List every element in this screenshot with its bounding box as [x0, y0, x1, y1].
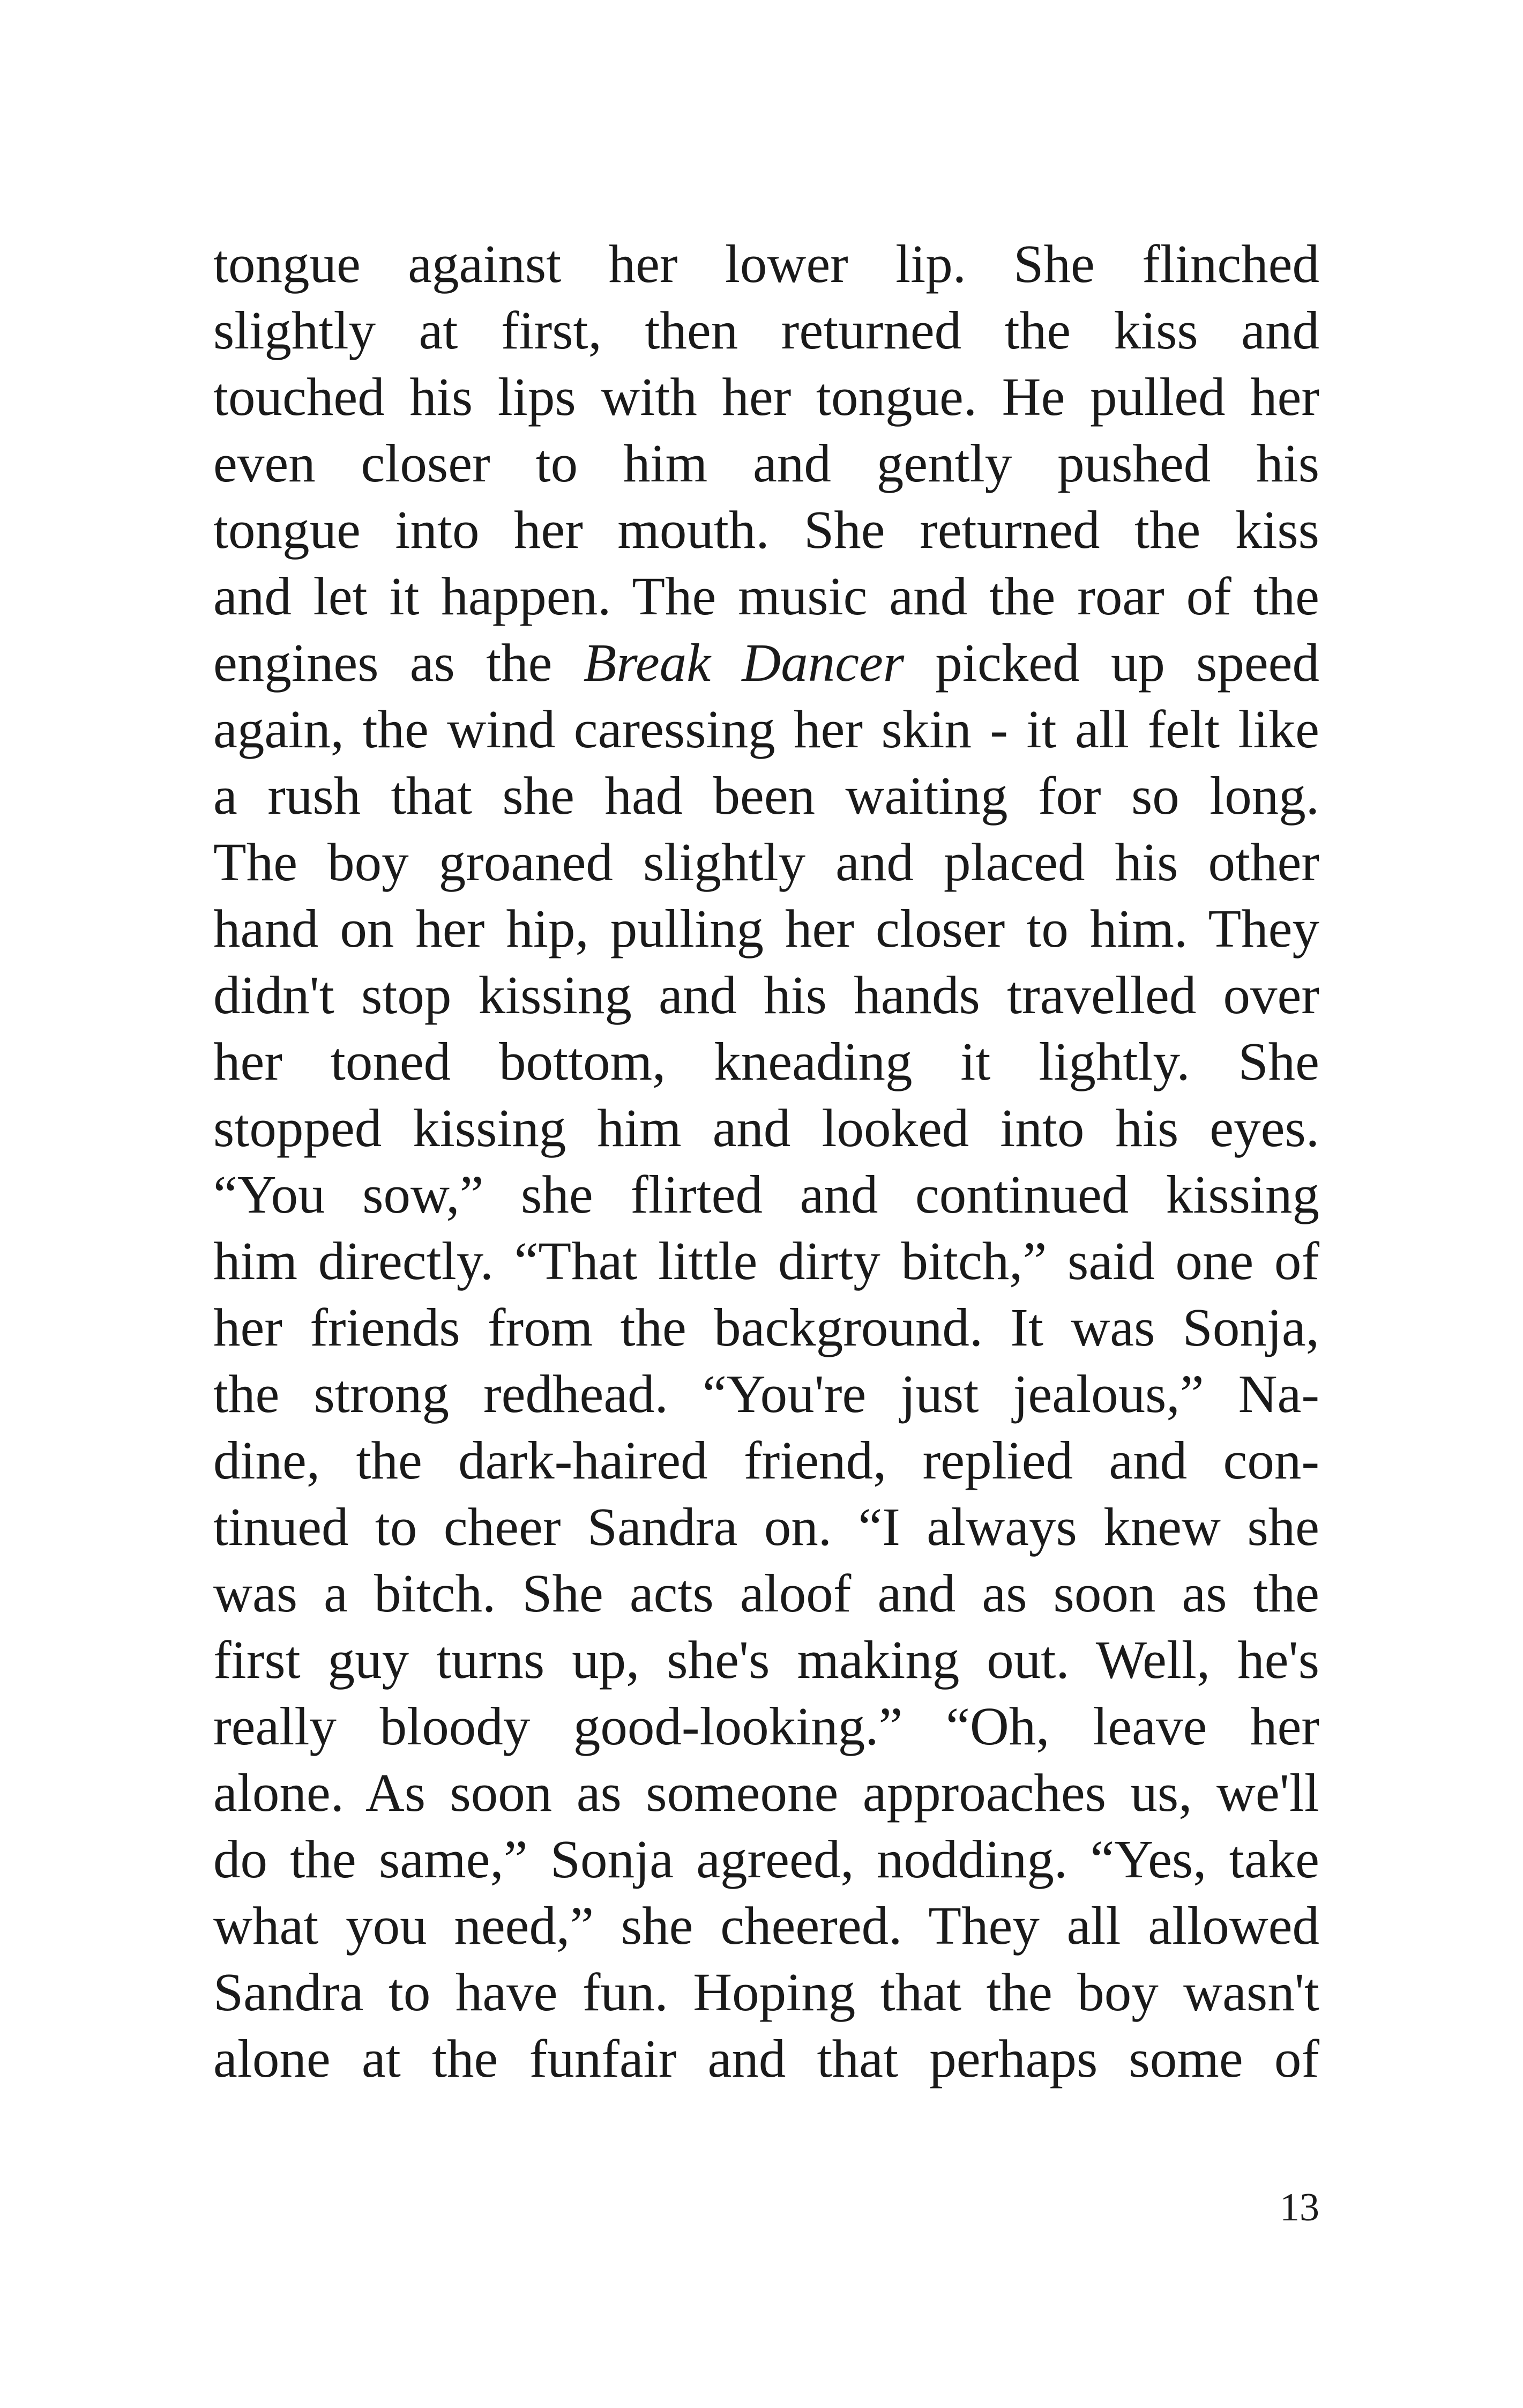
text-line: again, the wind caressing her skin - it all felt like	[213, 699, 1319, 759]
text-line: her friends from the background. It was Sonja,	[213, 1297, 1319, 1357]
text-line	[213, 629, 1319, 696]
text-line: him directly. “That little dirty bitch,” said one of	[213, 1231, 1319, 1291]
text-segment: picked up speed	[904, 633, 1319, 693]
text-line: a rush that she had been waiting for so long.	[213, 765, 1319, 826]
text-line: first guy turns up, she's making out. Well, he's	[213, 1630, 1319, 1690]
text-line: her toned bottom, kneading it lightly. She	[213, 1031, 1319, 1091]
text-line: was a bitch. She acts aloof and as soon as the	[213, 1563, 1319, 1623]
body-text	[213, 231, 1319, 2092]
text-line: even closer to him and gently pushed his	[213, 433, 1319, 493]
text-line: tinued to cheer Sandra on. “I always knew she	[213, 1497, 1319, 1557]
text-line: the strong redhead. “You're just jealous,” Na-	[213, 1364, 1319, 1424]
text-line: hand on her hip, pulling her closer to him. They	[213, 898, 1319, 958]
text-line: didn't stop kissing and his hands travelled over	[213, 965, 1319, 1025]
text-line: tongue into her mouth. She returned the kiss	[213, 500, 1319, 560]
text-line: really bloody good-looking.” “Oh, leave her	[213, 1696, 1319, 1756]
text-line: alone at the funfair and that perhaps some of	[213, 2028, 1319, 2089]
italic-ride-name: Break Dancer	[583, 633, 905, 693]
text-line: touched his lips with her tongue. He pulled her	[213, 367, 1319, 427]
text-line: dine, the dark-haired friend, replied and con-	[213, 1430, 1319, 1490]
text-line: what you need,” she cheered. They all allowed	[213, 1896, 1319, 1956]
text-line: Sandra to have fun. Hoping that the boy wasn't	[213, 1962, 1319, 2022]
page-number: 13	[1280, 2186, 1319, 2229]
text-line: do the same,” Sonja agreed, nodding. “Yes, take	[213, 1829, 1319, 1889]
text-line: slightly at first, then returned the kiss and	[213, 300, 1319, 360]
text-segment: engines as the	[213, 633, 584, 693]
text-line: “You sow,” she flirted and continued kissing	[213, 1164, 1319, 1224]
text-line: The boy groaned slightly and placed his other	[213, 832, 1319, 892]
text-line: and let it happen. The music and the roar of the	[213, 566, 1319, 626]
text-line: alone. As soon as someone approaches us, we'll	[213, 1763, 1319, 1823]
text-line: tongue against her lower lip. She flinched	[213, 234, 1319, 294]
text-line: stopped kissing him and looked into his eyes.	[213, 1098, 1319, 1158]
